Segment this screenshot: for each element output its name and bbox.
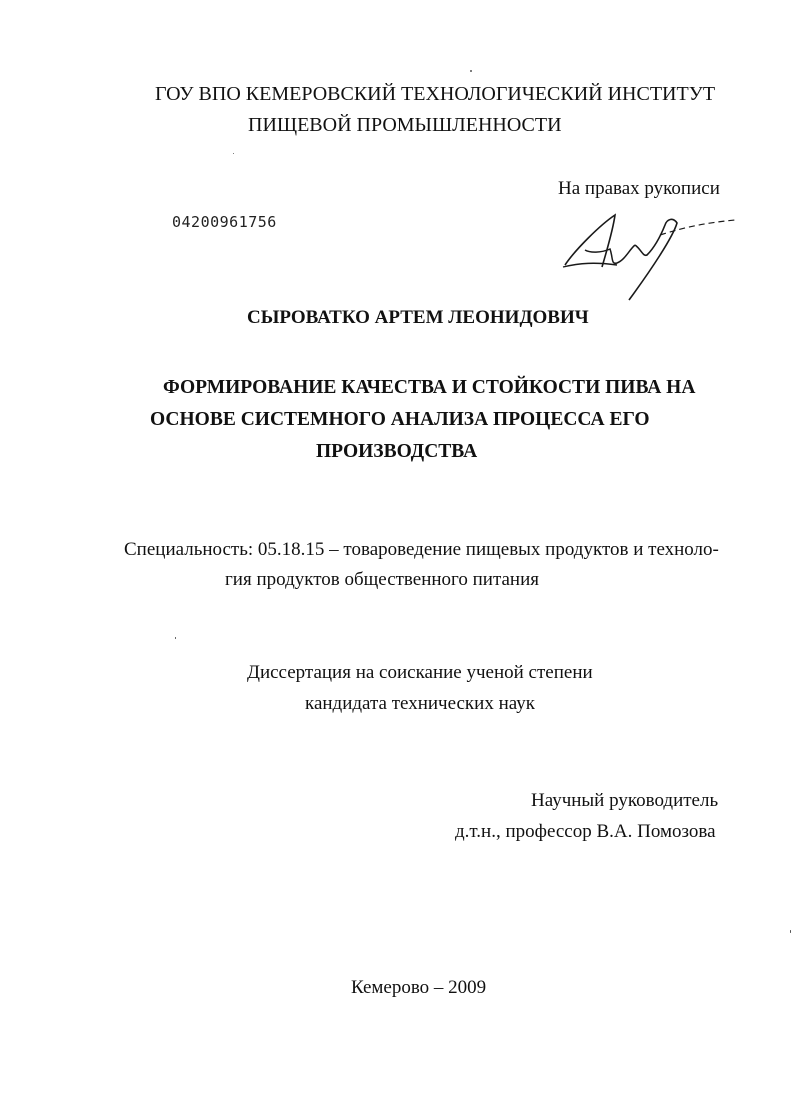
- scan-speck: [790, 930, 791, 933]
- title-line-2: ОСНОВЕ СИСТЕМНОГО АНАЛИЗА ПРОЦЕССА ЕГО: [150, 409, 650, 430]
- scan-speck: [233, 153, 234, 154]
- title-line-3: ПРОИЗВОДСТВА: [316, 441, 478, 462]
- rights-label: На правах рукописи: [558, 178, 720, 199]
- scan-speck: [470, 70, 472, 72]
- supervisor-name: д.т.н., профессор В.А. Помозова: [455, 821, 716, 842]
- handwritten-signature: [555, 205, 745, 310]
- catalog-number: 04200961756: [172, 213, 277, 231]
- institution-line-2: ПИЩЕВОЙ ПРОМЫШЛЕННОСТИ: [248, 114, 562, 136]
- place-year: Кемерово – 2009: [351, 977, 487, 998]
- supervisor-role: Научный руководитель: [531, 790, 719, 811]
- degree-line-1: Диссертация на соискание ученой степени: [247, 662, 593, 683]
- title-line-1: ФОРМИРОВАНИЕ КАЧЕСТВА И СТОЙКОСТИ ПИВА НА: [163, 377, 696, 398]
- institution-line-1: ГОУ ВПО КЕМЕРОВСКИЙ ТЕХНОЛОГИЧЕСКИЙ ИНСТИТУТ: [155, 83, 716, 105]
- specialty-line-1: Специальность: 05.18.15 – товароведение пищевых продуктов и техноло-: [124, 539, 719, 560]
- scan-speck: [175, 637, 176, 639]
- degree-line-2: кандидата технических наук: [305, 693, 535, 714]
- author-name: СЫРОВАТКО АРТЕМ ЛЕОНИДОВИЧ: [247, 307, 589, 328]
- specialty-line-2: гия продуктов общественного питания: [225, 569, 540, 590]
